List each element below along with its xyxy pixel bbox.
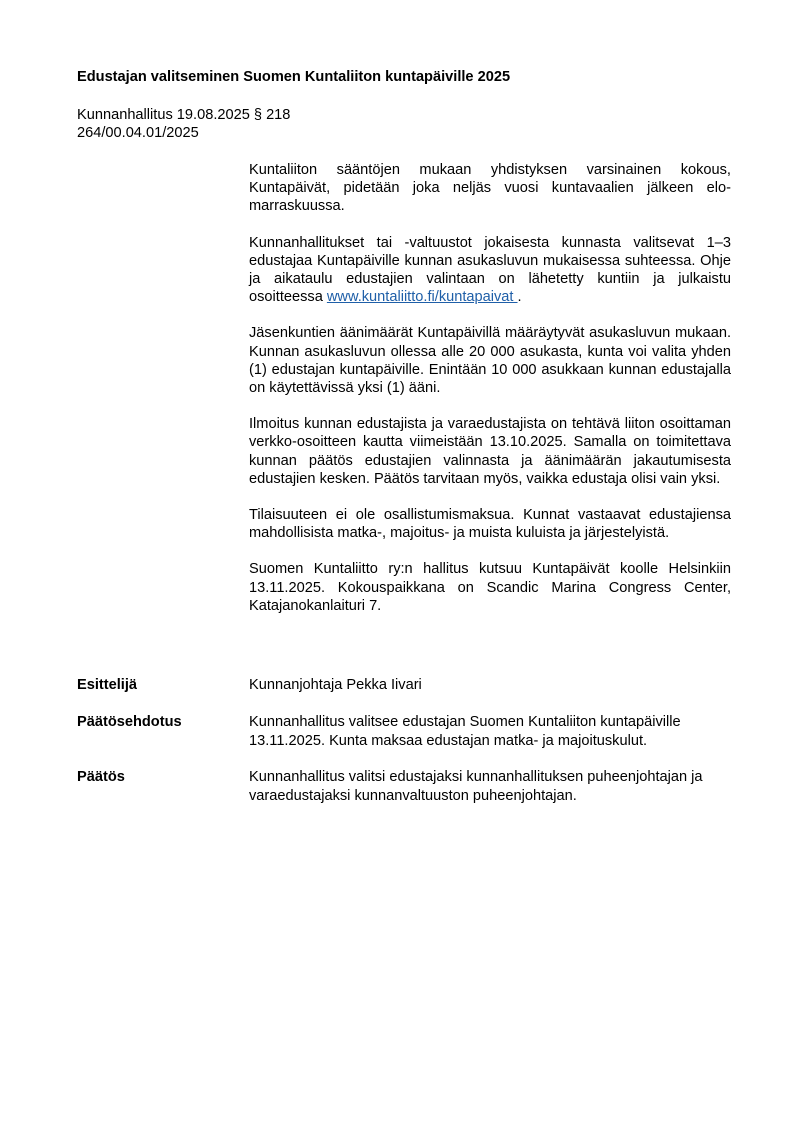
decision-value: Kunnanhallitus valitsi edustajaksi kunnanhallituksen puheenjohtajan ja varaedustajaksi kunnanvaltuuston puheenjohtajan.: [249, 769, 703, 804]
meeting-line: Kunnanhallitus 19.08.2025 § 218: [77, 107, 291, 123]
record-number: 264/00.04.01/2025: [77, 125, 199, 141]
paragraph-venue: Suomen Kuntaliitto ry:n hallitus kutsuu Kuntapäivät koolle Helsinkiin 13.11.2025. Kokouspaikkana on Scandic Marina Congress Center, Katajanokanlaituri 7.: [249, 561, 731, 614]
presenter-value: Kunnanjohtaja Pekka Iivari: [249, 677, 422, 693]
paragraph-selection-text: Kunnanhallitukset tai -valtuustot jokaisesta kunnasta valitsevat 1–3 edustajaa Kuntapäiville kunnan asukasluvun mukaisessa suhteessa. Ohje ja aikataulu edustajien valintaan on lähetetty kuntiin ja julkaistu osoitteessa: [249, 234, 731, 306]
paragraph-selection: [249, 234, 731, 307]
document-body: [249, 161, 731, 633]
document-meta: [77, 106, 290, 142]
proposal-value: Kunnanhallitus valitsee edustajan Suomen Kuntaliiton kuntapäiville 13.11.2025. Kunta maksaa edustajan matka- ja majoituskulut.: [249, 714, 681, 749]
paragraph-fees: Tilaisuuteen ei ole osallistumismaksua. Kunnat vastaavat edustajiensa mahdollisista matka-, majoitus- ja muista kuluista ja järjestelyistä.: [249, 507, 731, 542]
decision-label: Päätös: [77, 769, 125, 785]
proposal-label: Päätösehdotus: [77, 714, 182, 730]
paragraph-notification: Ilmoitus kunnan edustajista ja varaedustajista on tehtävä liiton osoittaman verkko-osoitteen kautta viimeistään 13.10.2025. Samalla on toimitettava kunnan päätös edustajien valinnasta ja äänimäärän jakautumisesta edustajien kesken. Päätös tarvitaan myös, vaikka edustaja olisi vain yksi.: [249, 416, 731, 487]
paragraph-votes: Jäsenkuntien äänimäärät Kuntapäivillä määräytyvät asukasluvun mukaan. Kunnan asukasluvun ollessa alle 20 000 asukasta, kunta voi valita yhden (1) edustajan kuntapäiville. Enintään 10 000 asukkaan kunnan edustajalla on käytettävissä yksi (1) ääni.: [249, 325, 731, 397]
kuntaliitto-link[interactable]: www.kuntaliitto.fi/kuntapaivat: [326, 289, 518, 306]
paragraph-rules: Kuntaliiton sääntöjen mukaan yhdistyksen varsinainen kokous, Kuntapäivät, pidetään joka neljäs vuosi kuntavaalien jälkeen elo-marraskuussa.: [249, 162, 731, 215]
document-title: Edustajan valitseminen Suomen Kuntaliiton kuntapäiville 2025: [77, 69, 511, 85]
presenter-label: Esittelijä: [77, 677, 138, 693]
paragraph-selection-end: .: [517, 289, 522, 306]
